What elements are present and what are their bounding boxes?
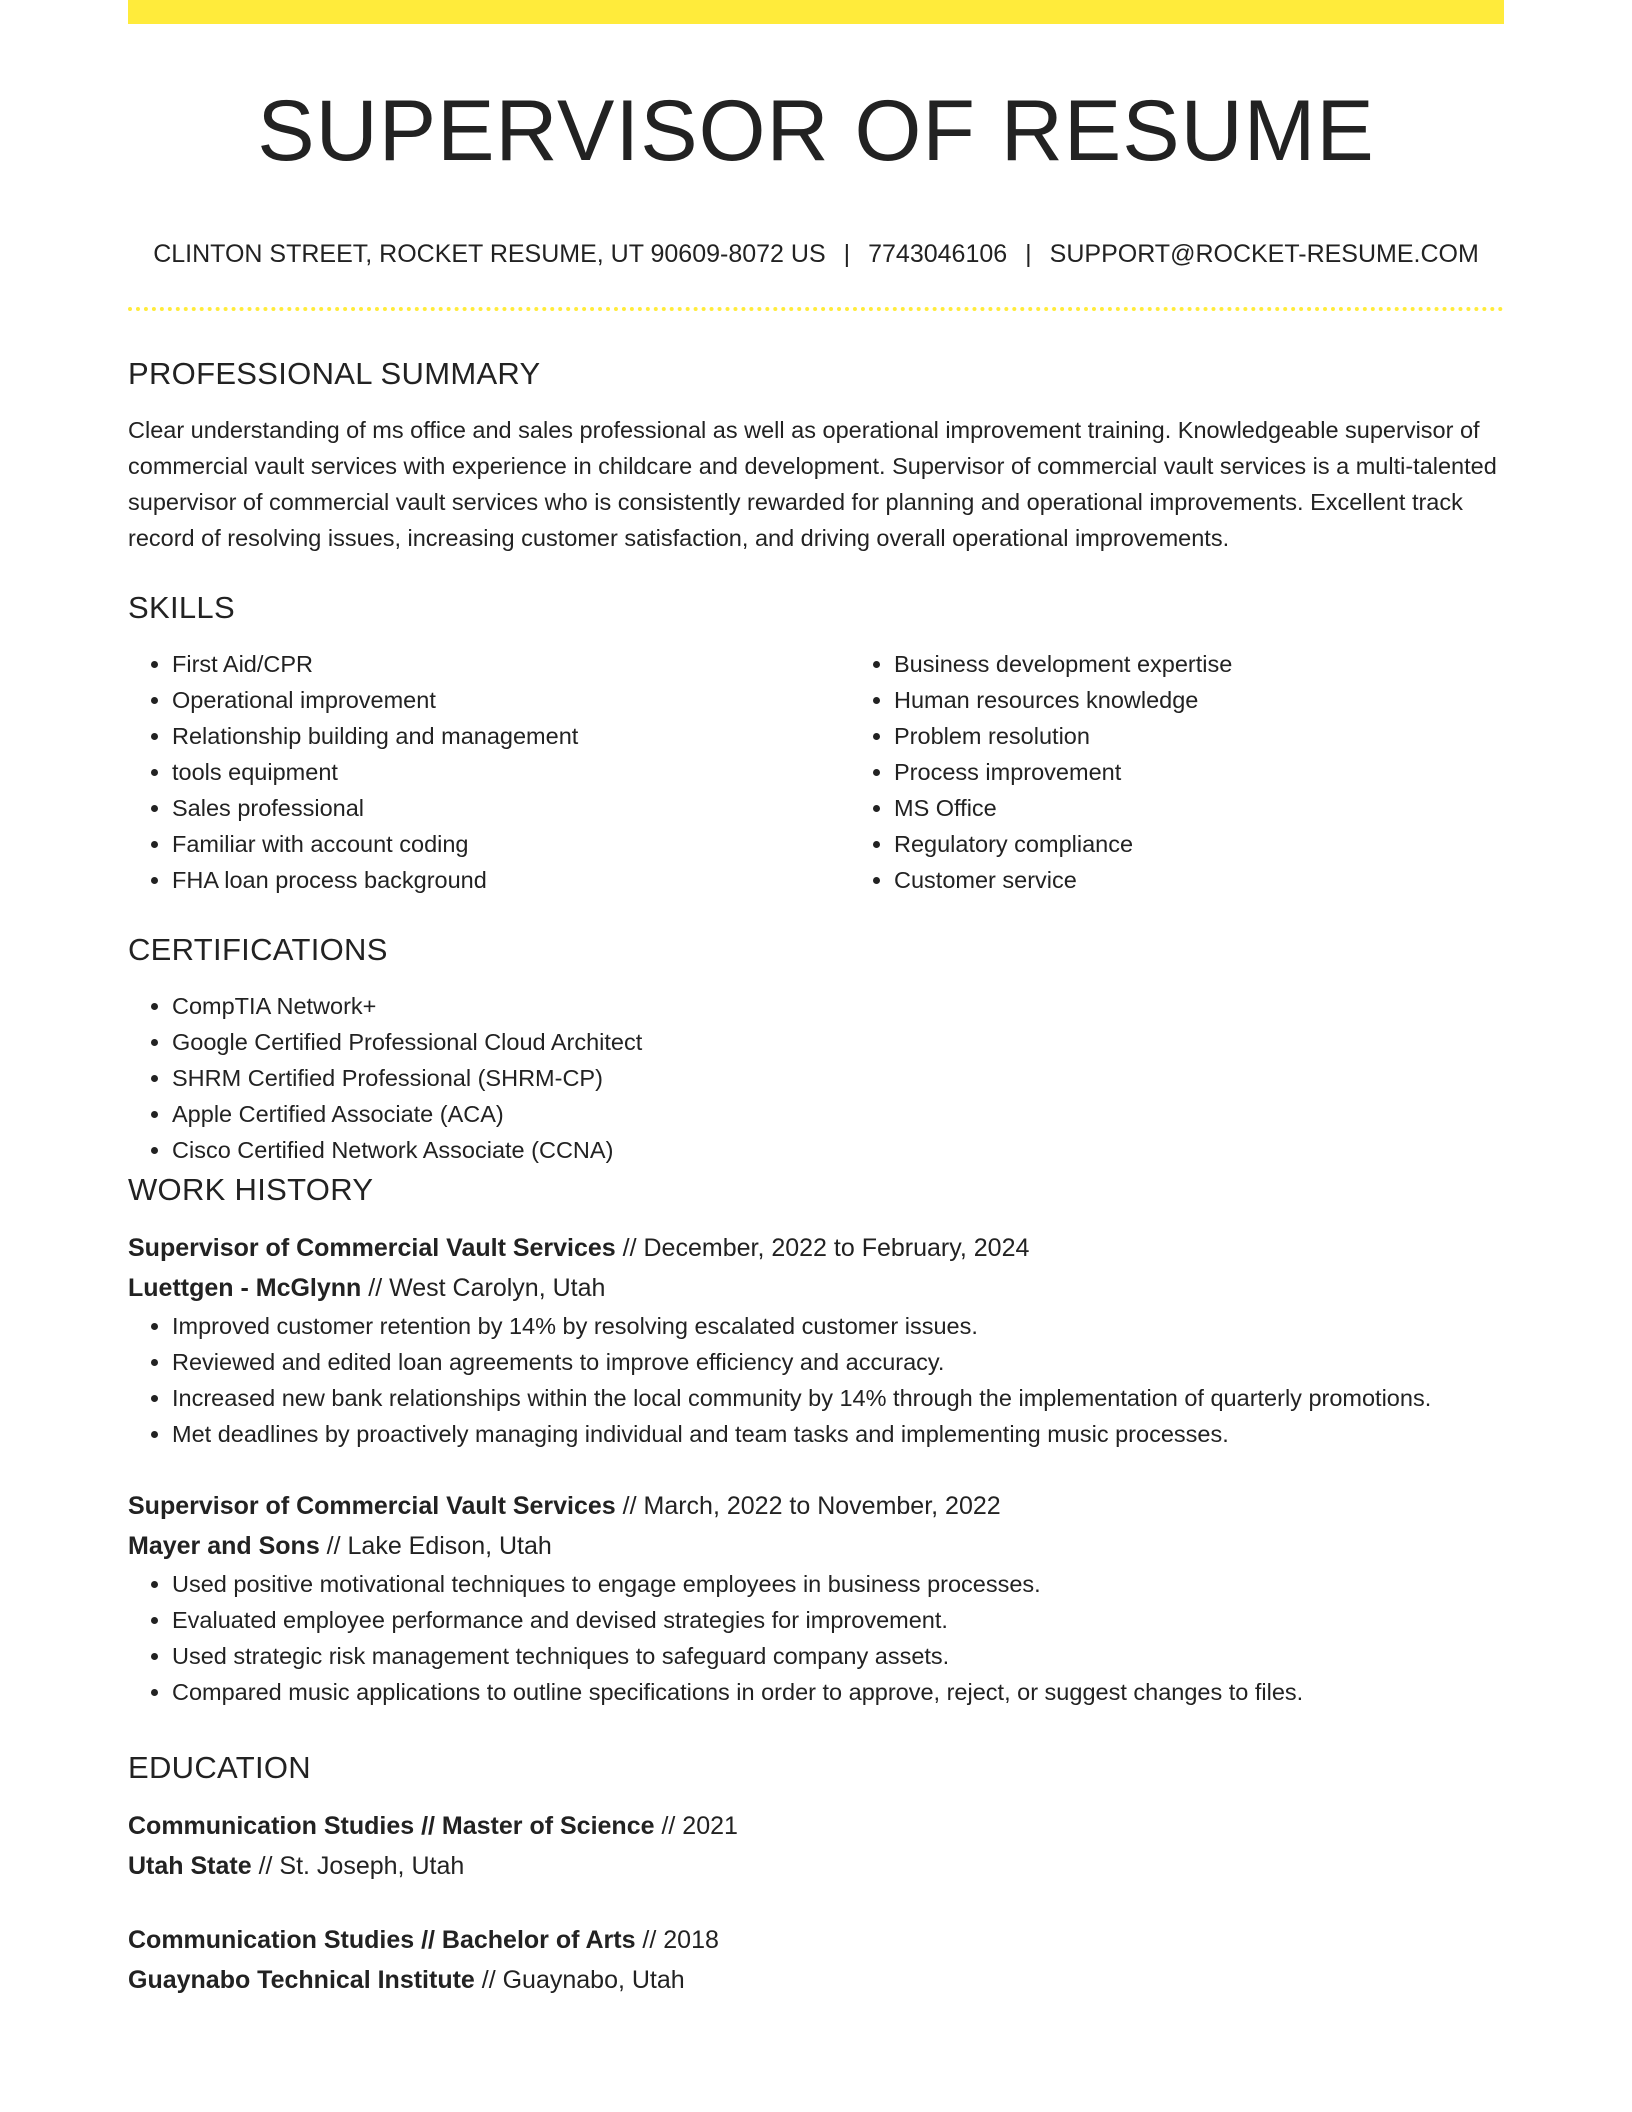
education-degree: Communication Studies // Master of Science — [128, 1812, 655, 1840]
job-bullet: • Evaluated employee performance and devised strategies for improvement. — [172, 1602, 1504, 1638]
education-school: Guaynabo Technical Institute — [128, 1966, 475, 1994]
job-bullets — [128, 1566, 1504, 1710]
skill-item: • Human resources knowledge — [894, 682, 1572, 718]
skills-columns — [128, 646, 1504, 898]
job-company: Luettgen - McGlynn — [128, 1274, 362, 1302]
job-company-line — [128, 1268, 1504, 1308]
job-company: Mayer and Sons — [128, 1532, 320, 1560]
skill-item: • FHA loan process background — [172, 862, 850, 898]
job-location: // West Carolyn, Utah — [361, 1274, 606, 1302]
section-heading-certifications: CERTIFICATIONS — [128, 932, 388, 967]
contact-separator: | — [843, 240, 851, 268]
job-entry — [128, 1486, 1504, 1710]
resume-name: SUPERVISOR OF RESUME — [257, 83, 1375, 179]
job-title: Supervisor of Commercial Vault Services — [128, 1234, 616, 1262]
certification-item: • SHRM Certified Professional (SHRM-CP) — [172, 1060, 1504, 1096]
certifications-list — [128, 988, 1504, 1168]
job-entry — [128, 1228, 1504, 1452]
job-dates: // March, 2022 to November, 2022 — [615, 1492, 1001, 1520]
skill-item: • tools equipment — [172, 754, 850, 790]
skill-item: • Sales professional — [172, 790, 850, 826]
education-degree-line — [128, 1806, 1504, 1846]
skill-item: • Customer service — [894, 862, 1572, 898]
job-bullet: • Compared music applications to outline specifications in order to approve, reject, or suggest changes to files. — [172, 1674, 1504, 1710]
skill-item: • Familiar with account coding — [172, 826, 850, 862]
education-school-line — [128, 1960, 1504, 2000]
education-degree-line — [128, 1920, 1504, 1960]
education-entry — [128, 1806, 1504, 1886]
certification-item: • Google Certified Professional Cloud Architect — [172, 1024, 1504, 1060]
resume-content — [128, 352, 1504, 2006]
education-entry — [128, 1920, 1504, 2000]
job-bullets — [128, 1308, 1504, 1452]
skills-list-left — [128, 646, 850, 898]
certification-item: • Apple Certified Associate (ACA) — [172, 1096, 1504, 1132]
skill-item: • Relationship building and management — [172, 718, 850, 754]
job-bullet: • Used positive motivational techniques to engage employees in business processes. — [172, 1566, 1504, 1602]
education-location: // Guaynabo, Utah — [474, 1966, 685, 1994]
contact-address: CLINTON STREET, ROCKET RESUME, UT 90609-8072 US — [153, 240, 826, 268]
contact-phone: 7743046106 — [868, 240, 1008, 268]
job-dates: // December, 2022 to February, 2024 — [615, 1234, 1030, 1262]
job-title-line — [128, 1486, 1504, 1526]
summary-text: Clear understanding of ms office and sales professional as well as operational improvement training. Knowledgeable supervisor of commercial vault services with experience in childcare and development. Supervisor of commercial vault services is a multi-talented supervisor of commercial vault services who is consistently rewarded for planning and operational improvements. Excellent track record of resolving issues, increasing customer satisfaction, and driving overall operational improvements. — [128, 417, 1497, 551]
accent-bar — [128, 0, 1504, 24]
skill-item: • Operational improvement — [172, 682, 850, 718]
job-bullet: • Used strategic risk management techniques to safeguard company assets. — [172, 1638, 1504, 1674]
skills-list-right — [850, 646, 1572, 898]
section-heading-skills: SKILLS — [128, 590, 235, 625]
skill-item: • Regulatory compliance — [894, 826, 1572, 862]
dotted-divider — [128, 307, 1504, 311]
skill-item: • MS Office — [894, 790, 1572, 826]
skill-item: • Process improvement — [894, 754, 1572, 790]
skill-item: • Business development expertise — [894, 646, 1572, 682]
education-school: Utah State — [128, 1852, 252, 1880]
contact-line — [128, 236, 1504, 272]
job-bullet: • Increased new bank relationships within the local community by 14% through the implementation of quarterly promotions. — [172, 1380, 1504, 1416]
job-title: Supervisor of Commercial Vault Services — [128, 1492, 616, 1520]
certification-item: • CompTIA Network+ — [172, 988, 1504, 1024]
education-location: // St. Joseph, Utah — [251, 1852, 465, 1880]
job-title-line — [128, 1228, 1504, 1268]
job-bullet: • Met deadlines by proactively managing individual and team tasks and implementing music processes. — [172, 1416, 1504, 1452]
contact-email: SUPPORT@ROCKET-RESUME.COM — [1049, 240, 1479, 268]
job-bullet: • Reviewed and edited loan agreements to improve efficiency and accuracy. — [172, 1344, 1504, 1380]
education-year: // 2021 — [654, 1812, 738, 1840]
education-degree: Communication Studies // Bachelor of Arts — [128, 1926, 636, 1954]
skill-item: • First Aid/CPR — [172, 646, 850, 682]
section-heading-education: EDUCATION — [128, 1750, 311, 1785]
contact-separator: | — [1025, 240, 1032, 268]
education-school-line — [128, 1846, 1504, 1886]
section-heading-work-history: WORK HISTORY — [128, 1172, 374, 1207]
skill-item: • Problem resolution — [894, 718, 1572, 754]
job-bullet: • Improved customer retention by 14% by resolving escalated customer issues. — [172, 1308, 1504, 1344]
certification-item: • Cisco Certified Network Associate (CCNA) — [172, 1132, 1504, 1168]
job-company-line — [128, 1526, 1504, 1566]
section-heading-summary: PROFESSIONAL SUMMARY — [128, 356, 541, 391]
job-location: // Lake Edison, Utah — [319, 1532, 552, 1560]
education-year: // 2018 — [635, 1926, 719, 1954]
